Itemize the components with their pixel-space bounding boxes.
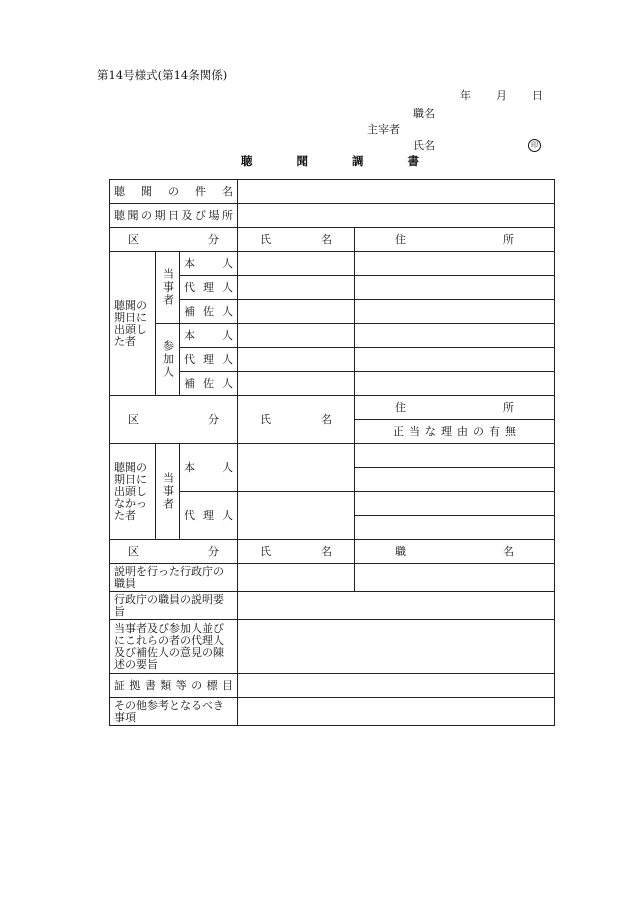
address-field[interactable]: [355, 444, 555, 468]
table-row: [110, 180, 555, 204]
table-row: [110, 564, 555, 592]
table-row: [110, 228, 555, 252]
name-field[interactable]: [238, 348, 355, 372]
staff-post-field[interactable]: [355, 564, 555, 592]
title-char: 調: [352, 154, 364, 168]
column-header-post: 職 名: [355, 540, 555, 564]
column-header-name: 氏 名: [238, 228, 355, 252]
reason-field[interactable]: [355, 468, 555, 492]
address-field[interactable]: [355, 348, 555, 372]
evidence-title-label: 証 拠 書 類 等 の 標 目: [110, 674, 238, 698]
name-label: 氏名: [413, 139, 435, 152]
principal-label: 本 人: [180, 324, 238, 348]
hearing-record-table: [109, 179, 555, 726]
address-field[interactable]: [355, 300, 555, 324]
principal-label: 本 人: [180, 252, 238, 276]
agent-label: 代理人: [180, 276, 238, 300]
opinion-summary-field[interactable]: [238, 620, 555, 674]
name-field[interactable]: [238, 444, 355, 492]
other-matters-label: その他参考となるべき事項: [110, 698, 238, 726]
name-field[interactable]: [238, 492, 355, 540]
column-header-address: 住 所: [355, 396, 555, 420]
appeared-group-label: 聴聞の期日に出頭した者: [110, 252, 156, 396]
opinion-summary-label: 当事者及び参加人並びにこれらの者の代理人及び補佐人の意見の陳述の要旨: [110, 620, 238, 674]
case-name-field[interactable]: [238, 180, 555, 204]
table-row: [110, 592, 555, 620]
assistant-label: 補佐人: [180, 372, 238, 396]
agent-label: 代理人: [180, 348, 238, 372]
participant-label: 参加人: [156, 324, 180, 396]
document-title: [241, 155, 419, 168]
evidence-title-field[interactable]: [238, 674, 555, 698]
title-char: 書: [407, 154, 419, 168]
party-label: 当事者: [156, 444, 180, 540]
column-header-justified-reason: 正当な理由の有無: [355, 420, 555, 444]
table-row: [110, 396, 555, 420]
table-row: [110, 674, 555, 698]
post-label: 職名: [413, 107, 435, 120]
date-place-field[interactable]: [238, 204, 555, 228]
column-header-address: 住 所: [355, 228, 555, 252]
address-field[interactable]: [355, 324, 555, 348]
name-field[interactable]: [238, 276, 355, 300]
column-header-name: 氏 名: [238, 396, 355, 444]
form-number: 第14号様式(第14条関係): [97, 68, 228, 82]
name-field[interactable]: [238, 324, 355, 348]
seal-icon: 印: [528, 139, 541, 152]
assistant-label: 補佐人: [180, 300, 238, 324]
table-row: [110, 444, 555, 468]
table-row: [110, 324, 555, 348]
column-header-kubun: 区 分: [110, 540, 238, 564]
date-place-label: 聴聞の期日及び場所: [110, 204, 238, 228]
explaining-staff-label: 説明を行った行政庁の職員: [110, 564, 238, 592]
address-field[interactable]: [355, 372, 555, 396]
principal-label: 本 人: [180, 444, 238, 492]
column-header-kubun: 区 分: [110, 228, 238, 252]
chairperson-label: 主宰者: [367, 123, 400, 136]
staff-name-field[interactable]: [238, 564, 355, 592]
column-header-name: 氏 名: [238, 540, 355, 564]
date-month-label: 月: [496, 89, 507, 102]
table-row: [110, 204, 555, 228]
table-row: [110, 698, 555, 726]
agent-label: 代理人: [180, 492, 238, 540]
address-field[interactable]: [355, 276, 555, 300]
name-field[interactable]: [238, 372, 355, 396]
table-row: [110, 252, 555, 276]
column-header-kubun: 区 分: [110, 396, 238, 444]
title-char: 聴: [241, 154, 253, 168]
date-day-label: 日: [532, 89, 543, 102]
case-name-label: 聴 聞 の 件 名: [110, 180, 238, 204]
table-row: [110, 540, 555, 564]
explanation-summary-label: 行政庁の職員の説明要旨: [110, 592, 238, 620]
other-matters-field[interactable]: [238, 698, 555, 726]
address-field[interactable]: [355, 252, 555, 276]
address-field[interactable]: [355, 492, 555, 516]
reason-field[interactable]: [355, 516, 555, 540]
absent-group-label: 聴聞の期日に出頭しなかった者: [110, 444, 156, 540]
title-char: 聞: [296, 154, 308, 168]
party-label: 当事者: [156, 252, 180, 324]
date-year-label: 年: [460, 89, 471, 102]
table-row: [110, 620, 555, 674]
name-field[interactable]: [238, 252, 355, 276]
name-field[interactable]: [238, 300, 355, 324]
explanation-summary-field[interactable]: [238, 592, 555, 620]
